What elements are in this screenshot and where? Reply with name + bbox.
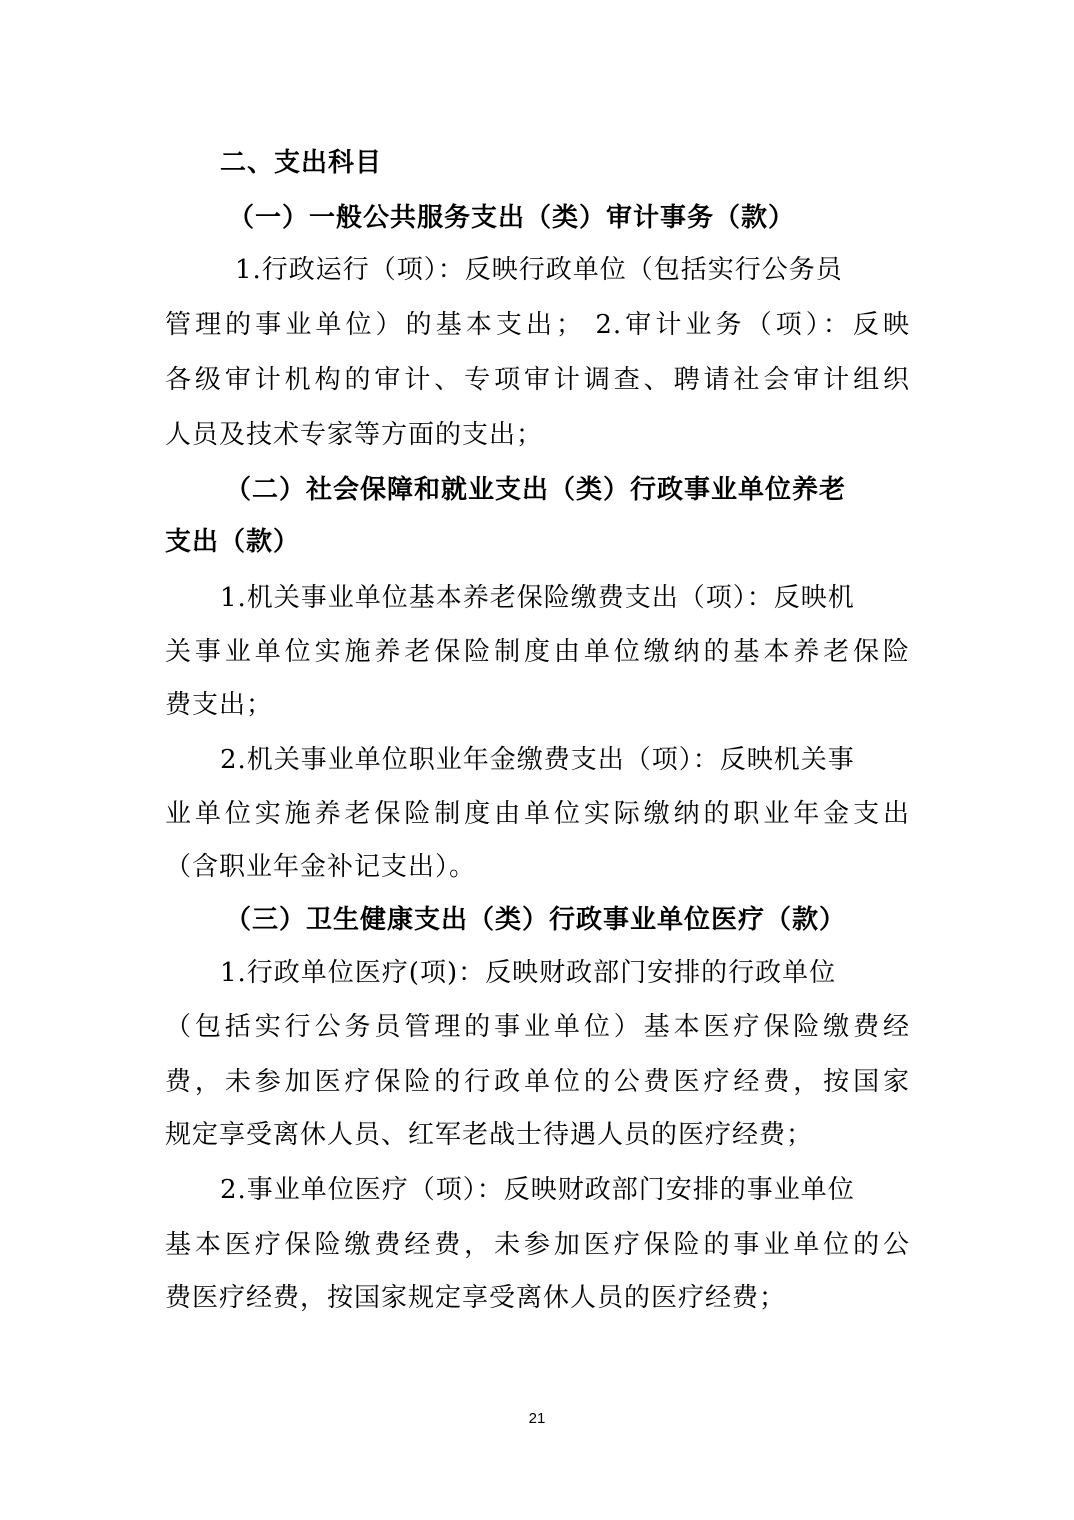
page-number: 21 <box>528 1410 546 1427</box>
paragraph-line: 2.机关事业单位职业年金缴费支出（项）：反映机关事 <box>220 745 855 775</box>
subsection-title: （二）社会保障和就业支出（类）行政事业单位养老 <box>225 475 847 505</box>
paragraph-line: 1.行政运行（项）：反映行政单位（包括实行公务员 <box>235 255 843 285</box>
paragraph-line: 关事业单位实施养老保险制度由单位缴纳的基本养老保险 <box>165 637 910 667</box>
paragraph-line: 规定享受离休人员、红军老战士待遇人员的医疗经费； <box>165 1120 814 1150</box>
paragraph-line: （包括实行公务员管理的事业单位）基本医疗保险缴费经 <box>165 1012 910 1042</box>
subsection-title: （一）一般公共服务支出（类）审计事务（款） <box>228 203 796 233</box>
paragraph-line: 费，未参加医疗保险的行政单位的公费医疗经费，按国家 <box>165 1067 910 1097</box>
paragraph-line: 人员及技术专家等方面的支出； <box>165 420 544 450</box>
subsection-title: 支出（款） <box>165 527 301 557</box>
paragraph-line: 管理的事业单位）的基本支出； 2.审计业务（项）：反映 <box>165 310 910 340</box>
paragraph-line: （含职业年金补记支出）。 <box>165 852 477 882</box>
paragraph-line: 1.行政单位医疗(项)：反映财政部门安排的行政单位 <box>220 958 837 988</box>
paragraph-line: 基本医疗保险缴费经费，未参加医疗保险的事业单位的公 <box>165 1230 910 1260</box>
subsection-title: （三）卫生健康支出（类）行政事业单位医疗（款） <box>225 905 847 935</box>
paragraph-line: 费支出； <box>165 690 274 720</box>
paragraph-line: 1.机关事业单位基本养老保险缴费支出（项）：反映机 <box>220 583 855 613</box>
paragraph-line: 业单位实施养老保险制度由单位实际缴纳的职业年金支出 <box>165 799 910 829</box>
paragraph-line: 费医疗经费，按国家规定享受离休人员的医疗经费； <box>165 1283 787 1313</box>
paragraph-line: 各级审计机构的审计、专项审计调查、聘请社会审计组织 <box>165 365 910 395</box>
section-heading: 二、支出科目 <box>220 148 383 178</box>
paragraph-line: 2.事业单位医疗（项）：反映财政部门安排的事业单位 <box>220 1175 855 1205</box>
